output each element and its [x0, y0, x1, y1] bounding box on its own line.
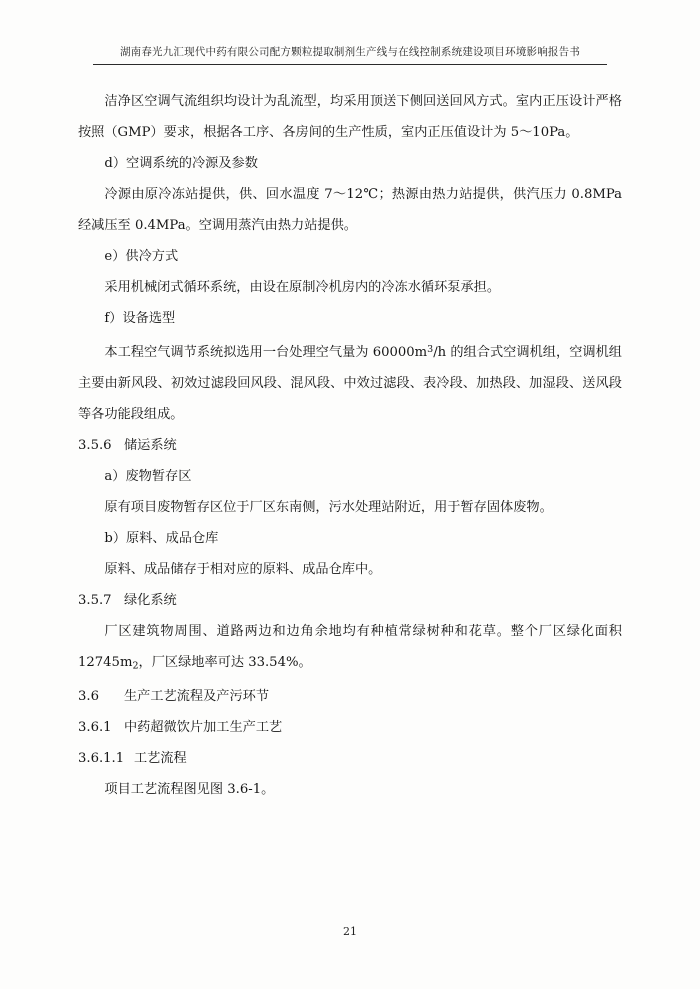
paragraph-item-a: a）废物暂存区	[104, 468, 192, 484]
square-meter-exponent: 2	[132, 660, 139, 672]
heading-3-6-1-1	[78, 743, 622, 774]
paragraph-equipment-selection	[78, 334, 622, 430]
page-header: 湖南春光九汇现代中药有限公司配方颗粒提取制剂生产线与在线控制系统建设项目环境影响报告书	[119, 46, 581, 58]
heading-number-3-6-1-1: 3.6.1.1	[78, 751, 125, 767]
page-content	[78, 86, 622, 805]
greening-text-part2: ，厂区绿地率可达 33.54%。	[138, 654, 312, 670]
cubic-meter-exponent: 3	[427, 344, 434, 355]
heading-title-3-6-1-1: 工艺流程	[134, 751, 187, 767]
paragraph-cooling-method: 采用机械闭式循环系统，由设在原制冷机房内的冷冻水循环泵承担。	[104, 280, 501, 295]
paragraph-waste-storage: 原有项目废物暂存区位于厂区东南侧，污水处理站附近，用于暂存固体废物。	[104, 499, 553, 515]
page-number: 21	[343, 925, 357, 938]
heading-3-5-7	[78, 585, 622, 616]
paragraph-airflow: 洁净区空调气流组织均设计为乱流型，均采用顶送下侧回送回风方式。室内正压设计严格按照（GMP）要求，根据各工序、各房间的生产性质，室内正压值设计为 5～10Pa。	[78, 94, 622, 140]
paragraph-greening	[78, 616, 622, 681]
paragraph-warehouse: 原料、成品储存于相对应的原料、成品仓库中。	[104, 561, 382, 577]
paragraph-item-b: b）原料、成品仓库	[104, 530, 219, 546]
heading-3-6-1	[78, 712, 622, 743]
heading-number-3-6: 3.6	[78, 689, 99, 705]
heading-title-3-5-6: 储运系统	[124, 437, 177, 453]
paragraph-item-f: f）设备选型	[104, 311, 176, 326]
header-divider	[93, 64, 607, 65]
heading-number-3-6-1: 3.6.1	[78, 720, 112, 736]
equipment-text-part2: /h 的组合式空调机组，空调机组主要由新风段、初效过滤段回风段、混风段、中效过滤段、表冷段、加热段、加湿段、送风段等各功能段组成。	[78, 344, 622, 422]
heading-number-3-5-7: 3.5.7	[78, 592, 112, 608]
greening-text-part1: 厂区建筑物周围、道路两边和边角余地均有种植常绿树种和花草。整个厂区绿化面积 12745m	[78, 623, 622, 670]
heading-number-3-5-6: 3.5.6	[78, 437, 112, 453]
paragraph-process-figure-ref: 项目工艺流程图见图 3.6-1。	[104, 782, 275, 798]
paragraph-item-d: d）空调系统的冷源及参数	[104, 156, 258, 171]
heading-title-3-6: 生产工艺流程及产污环节	[124, 689, 270, 705]
heading-3-5-6	[78, 430, 622, 461]
heading-title-3-5-7: 绿化系统	[124, 592, 177, 608]
equipment-text-part1: 本工程空气调节系统拟选用一台处理空气量为 60000m	[104, 344, 428, 360]
heading-3-6	[78, 681, 622, 712]
heading-title-3-6-1: 中药超微饮片加工生产工艺	[124, 720, 283, 736]
paragraph-item-e: e）供冷方式	[104, 249, 179, 264]
paragraph-cold-source: 冷源由原冷冻站提供，供、回水温度 7～12℃；热源由热力站提供，供汽压力 0.8MPa 经减压至 0.4MPa。空调用蒸汽由热力站提供。	[78, 187, 622, 233]
